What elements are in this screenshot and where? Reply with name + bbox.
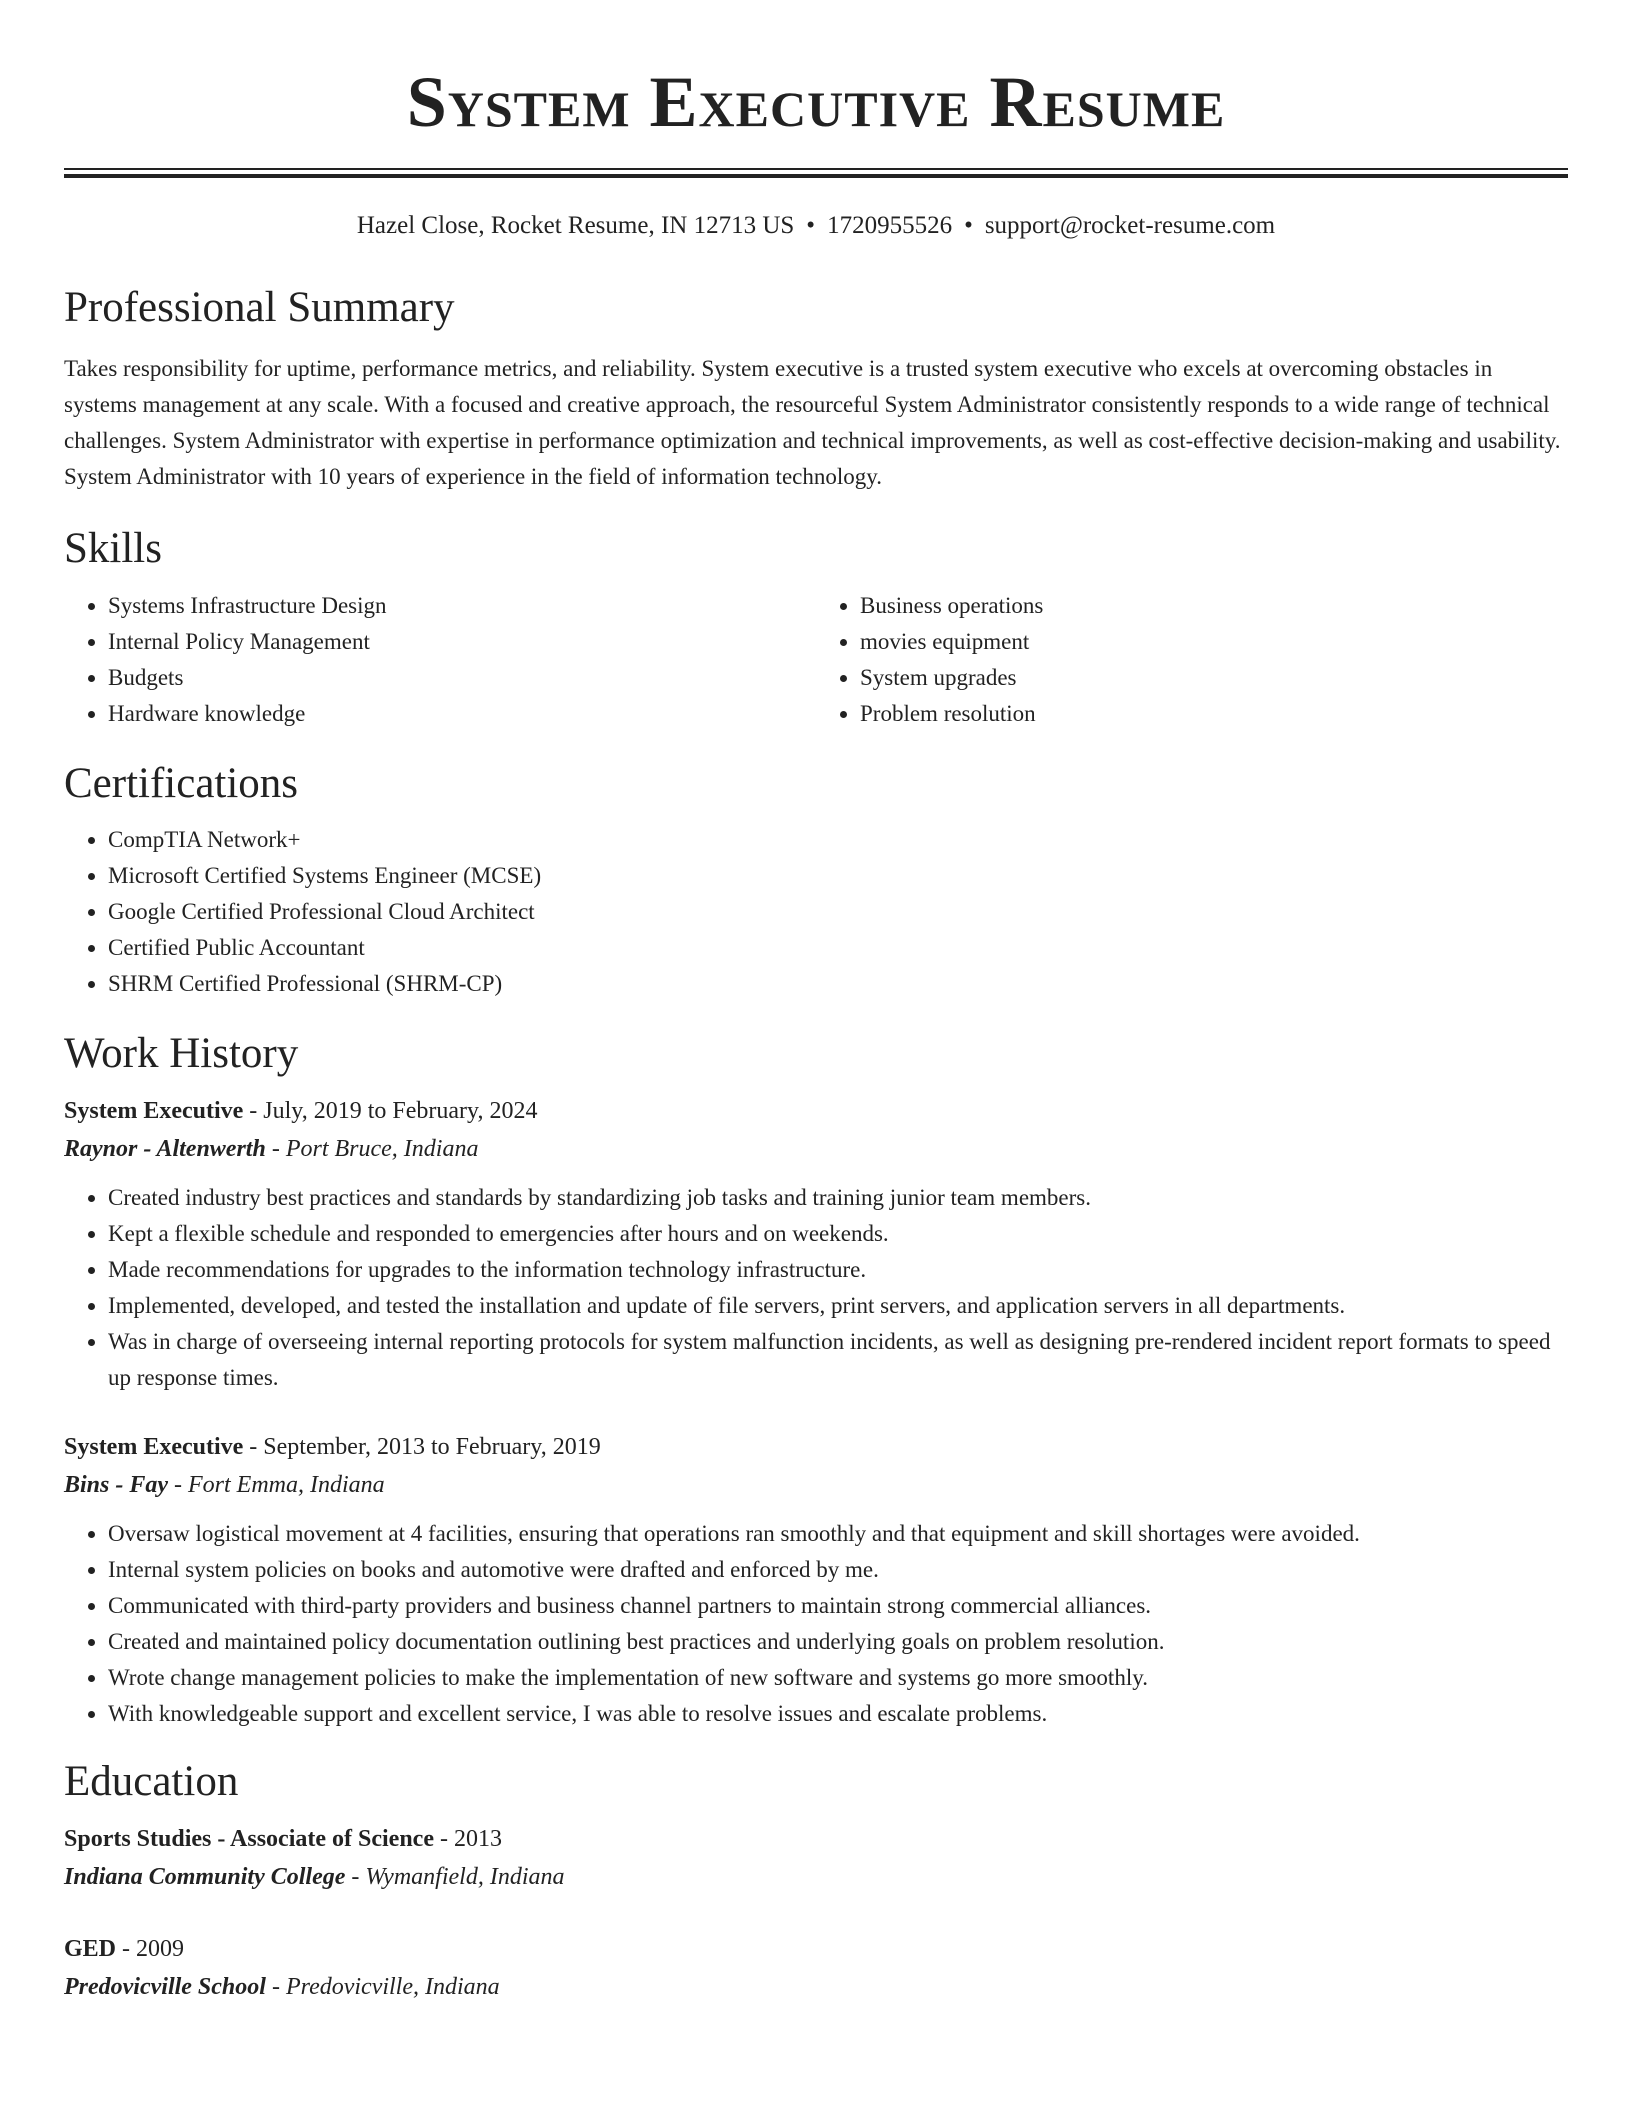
summary-text: Takes responsibility for uptime, performance metrics, and reliability. System executive is a trusted system executive who excels at overcoming obstacles in systems management at any scale. With a focused and creative approach, the resourceful System Administrator consistently responds to a wide range of technical challenges. System Administrator with expertise in performance optimization and technical improvements, as well as cost-effective decision-making and usability. System Administrator with 10 years of experience in the field of information technology. <box>64 356 1561 489</box>
education-degree: GED <box>64 1936 117 1962</box>
skills-list-left <box>64 588 816 732</box>
skill-item: • movies equipment <box>860 624 1568 660</box>
job-location: Port Bruce, Indiana <box>285 1136 479 1162</box>
education-school: Indiana Community College <box>64 1864 346 1890</box>
skill-item: • Internal Policy Management <box>108 624 816 660</box>
certifications-list <box>64 822 1568 1002</box>
job-title-line <box>64 1428 1568 1466</box>
job-bullet: • Made recommendations for upgrades to the information technology infrastructure. <box>108 1252 1568 1288</box>
job-title-line <box>64 1092 1568 1130</box>
page-title: System Executive Resume <box>406 62 1226 142</box>
skill-item: • System upgrades <box>860 660 1568 696</box>
job-bullet: • Wrote change management policies to make the implementation of new software and systems go more smoothly. <box>108 1660 1568 1696</box>
education-degree-line <box>64 1930 1568 1968</box>
skill-item: • Hardware knowledge <box>108 696 816 732</box>
job-title: System Executive <box>64 1434 244 1460</box>
education-degree-line <box>64 1820 1568 1858</box>
certification-item: • Google Certified Professional Cloud Architect <box>108 894 1568 930</box>
work-history-heading: Work History <box>64 1030 299 1077</box>
contact-email: support@rocket-resume.com <box>984 212 1276 239</box>
job-dates: September, 2013 to February, 2019 <box>263 1434 601 1460</box>
job-bullet: • Created and maintained policy documentation outlining best practices and underlying goals on problem resolution. <box>108 1624 1568 1660</box>
certification-item: • Certified Public Accountant <box>108 930 1568 966</box>
contact-line <box>64 210 1568 242</box>
skills-columns <box>64 588 1568 732</box>
contact-separator: • <box>806 212 816 239</box>
education-heading: Education <box>64 1758 239 1805</box>
contact-phone: 1720955526 <box>827 212 953 239</box>
skill-item: • Budgets <box>108 660 816 696</box>
job-title: System Executive <box>64 1098 244 1124</box>
job-company-line <box>64 1466 1568 1504</box>
dash: - <box>271 1974 280 2000</box>
dash: - <box>174 1472 183 1498</box>
summary-heading: Professional Summary <box>64 284 455 331</box>
job-entry <box>64 1428 1568 1732</box>
skill-item: • Problem resolution <box>860 696 1568 732</box>
job-bullet: • Created industry best practices and standards by standardizing job tasks and training junior team members. <box>108 1180 1568 1216</box>
dash: - <box>249 1434 258 1460</box>
job-bullet: • Implemented, developed, and tested the installation and update of file servers, print servers, and application servers in all departments. <box>108 1288 1568 1324</box>
education-year: 2009 <box>136 1936 185 1962</box>
education-degree: Sports Studies - Associate of Science <box>64 1826 434 1852</box>
education-school-line <box>64 1968 1568 2006</box>
certification-item: • SHRM Certified Professional (SHRM-CP) <box>108 966 1568 1002</box>
certification-item: • CompTIA Network+ <box>108 822 1568 858</box>
contact-separator: • <box>964 212 973 239</box>
dash: - <box>122 1936 131 1962</box>
job-bullets <box>64 1516 1568 1732</box>
job-bullets <box>64 1180 1568 1396</box>
job-bullet: • Communicated with third-party providers and business channel partners to maintain strong commercial alliances. <box>108 1588 1568 1624</box>
job-bullet: • Was in charge of overseeing internal reporting protocols for system malfunction incidents, as well as designing pre-rendered incident report formats to speed up response times. <box>108 1324 1568 1396</box>
certification-item: • Microsoft Certified Systems Engineer (MCSE) <box>108 858 1568 894</box>
skill-item: • Business operations <box>860 588 1568 624</box>
education-location: Predovicville, Indiana <box>285 1974 500 2000</box>
job-entry <box>64 1092 1568 1396</box>
job-dates: July, 2019 to February, 2024 <box>263 1098 538 1124</box>
education-location: Wymanfield, Indiana <box>365 1864 565 1890</box>
dash: - <box>439 1826 448 1852</box>
education-entry <box>64 1930 1568 2006</box>
education-entry <box>64 1820 1568 1896</box>
job-bullet: • Kept a flexible schedule and responded to emergencies after hours and on weekends. <box>108 1216 1568 1252</box>
dash: - <box>351 1864 360 1890</box>
certifications-heading: Certifications <box>64 760 299 807</box>
dash: - <box>271 1136 280 1162</box>
education-school: Predovicville School <box>64 1974 266 2000</box>
job-company: Bins - Fay <box>64 1472 169 1498</box>
education-school-line <box>64 1858 1568 1896</box>
skills-list-right <box>816 588 1568 732</box>
education-year: 2013 <box>453 1826 502 1852</box>
job-bullet: • Oversaw logistical movement at 4 facilities, ensuring that operations ran smoothly and that equipment and skill shortages were avoided. <box>108 1516 1568 1552</box>
job-location: Fort Emma, Indiana <box>188 1472 385 1498</box>
job-company: Raynor - Altenwerth <box>64 1136 266 1162</box>
skill-item: • Systems Infrastructure Design <box>108 588 816 624</box>
title-divider <box>64 168 1568 177</box>
skills-heading: Skills <box>64 525 162 572</box>
contact-address: Hazel Close, Rocket Resume, IN 12713 US <box>356 212 795 239</box>
job-bullet: • Internal system policies on books and automotive were drafted and enforced by me. <box>108 1552 1568 1588</box>
dash: - <box>249 1098 258 1124</box>
job-company-line <box>64 1130 1568 1168</box>
job-bullet: • With knowledgeable support and excellent service, I was able to resolve issues and escalate problems. <box>108 1696 1568 1732</box>
